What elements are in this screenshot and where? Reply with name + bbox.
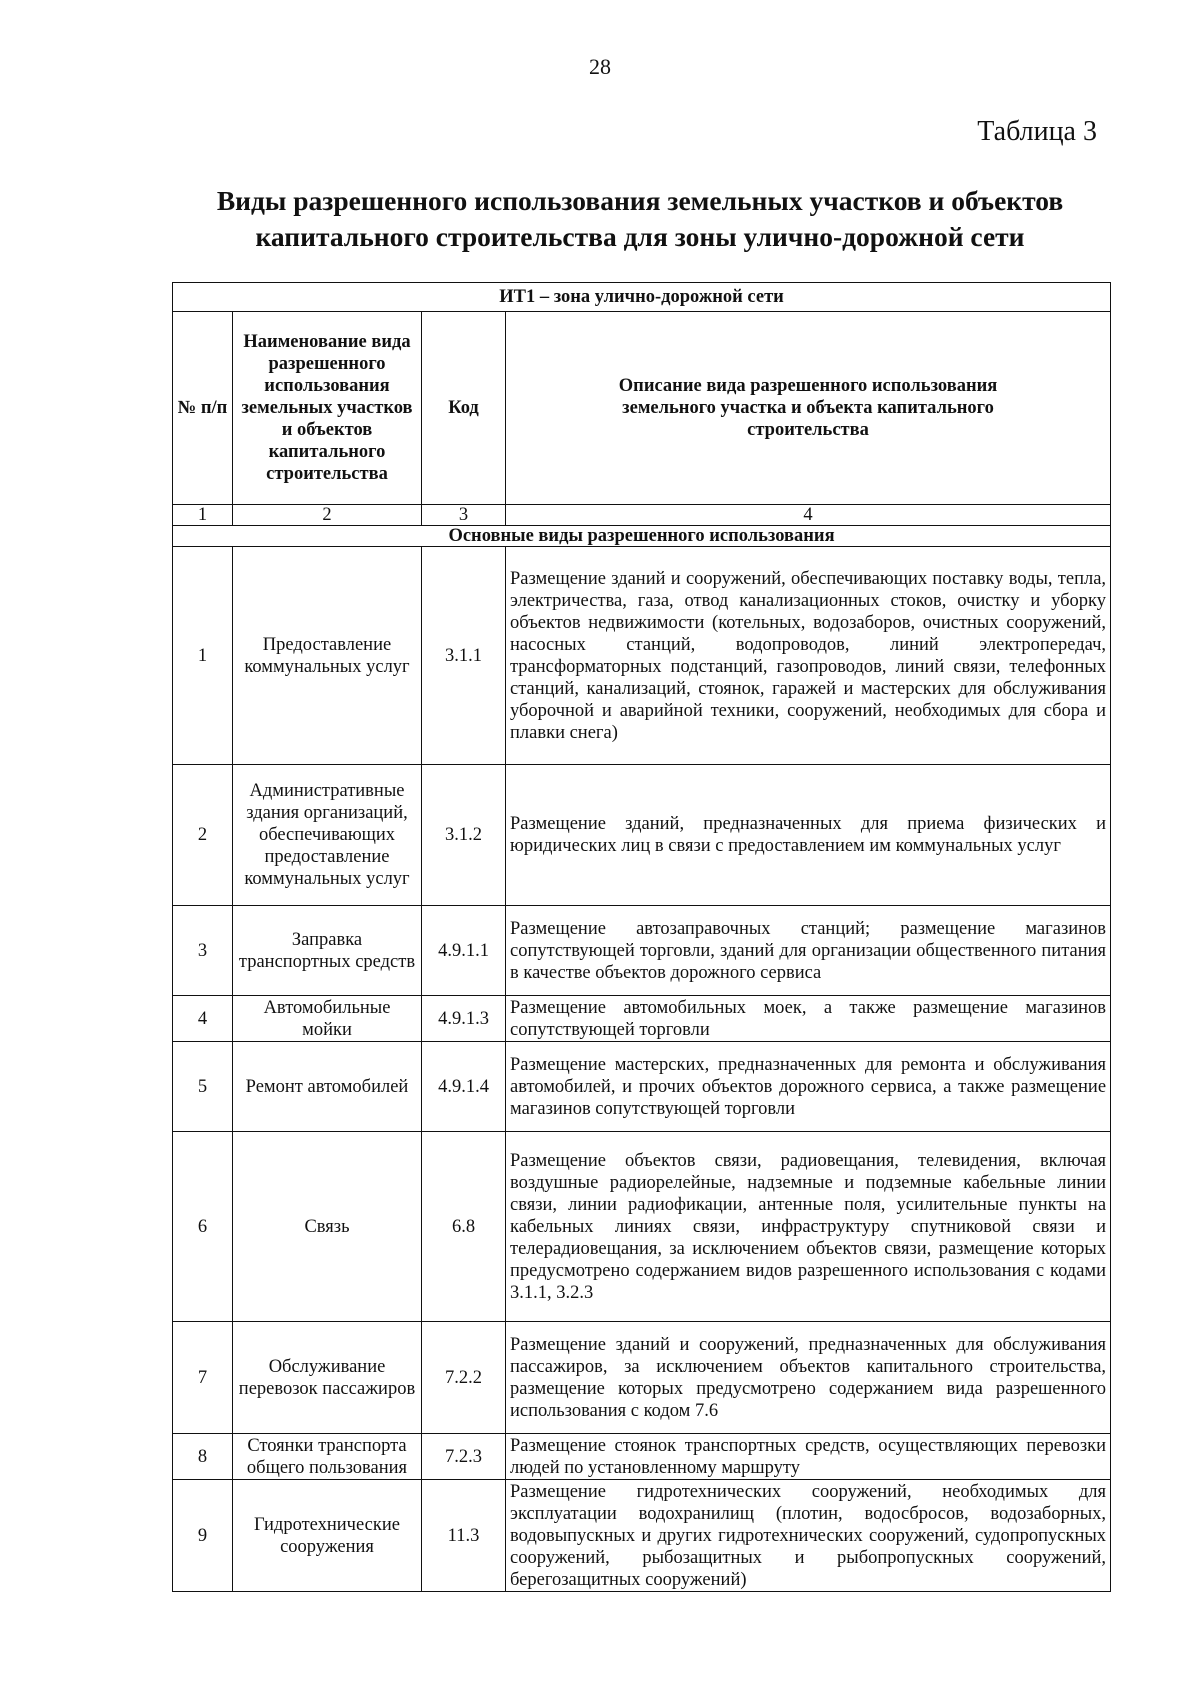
- row-name: Административные здания организаций, обеспечивающих предоставление коммунальных услуг: [233, 765, 422, 906]
- document-title: Виды разрешенного использования земельных участков и объектов капитального строительства для зоны улично-дорожной сети: [216, 185, 1064, 252]
- row-description: Размещение зданий и сооружений, предназначенных для обслуживания пассажиров, за исключением объектов капитального строительства, размещение которых предусмотрено содержанием вида разрешенного использования с кодом 7.6: [506, 1322, 1111, 1434]
- row-code: 4.9.1.1: [422, 906, 506, 996]
- column-number: 3: [422, 505, 506, 526]
- row-num: 8: [173, 1434, 233, 1480]
- row-name: Обслуживание перевозок пассажиров: [233, 1322, 422, 1434]
- row-num: 4: [173, 996, 233, 1042]
- column-numbers-row: [173, 505, 1111, 526]
- page-number: 28: [589, 54, 611, 79]
- row-num: 5: [173, 1042, 233, 1132]
- row-num: 3: [173, 906, 233, 996]
- row-name: Заправка транспортных средств: [233, 906, 422, 996]
- row-code: 7.2.3: [422, 1434, 506, 1480]
- row-num: 7: [173, 1322, 233, 1434]
- table-row: [173, 1042, 1111, 1132]
- row-description: Размещение зданий, предназначенных для приема физических и юридических лиц в связи с предоставлением им коммунальных услуг: [506, 765, 1111, 906]
- table-row: [173, 1132, 1111, 1322]
- row-code: 7.2.2: [422, 1322, 506, 1434]
- land-use-table: [172, 282, 1111, 1592]
- zone-title-row: [173, 283, 1111, 312]
- row-name: Связь: [233, 1132, 422, 1322]
- section-title: Основные виды разрешенного использования: [173, 526, 1111, 547]
- row-description: Размещение стоянок транспортных средств, осуществляющих перевозки людей по установленному маршруту: [506, 1434, 1111, 1480]
- row-num: 1: [173, 547, 233, 765]
- header-row: [173, 312, 1111, 505]
- row-code: 11.3: [422, 1480, 506, 1592]
- table-row: [173, 1434, 1111, 1480]
- row-code: 6.8: [422, 1132, 506, 1322]
- row-name: Стоянки транспорта общего пользования: [233, 1434, 422, 1480]
- row-description: Размещение автомобильных моек, а также размещение магазинов сопутствующей торговли: [506, 996, 1111, 1042]
- table-row: [173, 547, 1111, 765]
- row-code: 4.9.1.4: [422, 1042, 506, 1132]
- header-name: Наименование вида разрешенного использования земельных участков и объектов капитального строительства: [233, 312, 422, 505]
- row-name: Гидротехнические сооружения: [233, 1480, 422, 1592]
- row-code: 3.1.1: [422, 547, 506, 765]
- header-code: Код: [422, 312, 506, 505]
- table-row: [173, 765, 1111, 906]
- row-name: Автомобильные мойки: [233, 996, 422, 1042]
- column-number: 4: [506, 505, 1111, 526]
- row-description: Размещение автозаправочных станций; размещение магазинов сопутствующей торговли, зданий для организации общественного питания в качестве объектов дорожного сервиса: [506, 906, 1111, 996]
- row-name: Предоставление коммунальных услуг: [233, 547, 422, 765]
- table-row: [173, 1322, 1111, 1434]
- row-num: 6: [173, 1132, 233, 1322]
- section-row: [173, 526, 1111, 547]
- table-row: [173, 906, 1111, 996]
- header-description: Описание вида разрешенного использования земельного участка и объекта капитального строительства: [506, 312, 1111, 505]
- row-description: Размещение мастерских, предназначенных для ремонта и обслуживания автомобилей, и прочих объектов дорожного сервиса, а также размещение магазинов сопутствующей торговли: [506, 1042, 1111, 1132]
- row-num: 2: [173, 765, 233, 906]
- table-row: [173, 996, 1111, 1042]
- row-description: Размещение гидротехнических сооружений, необходимых для эксплуатации водохранилищ (плотин, водосбросов, водозаборных, водовыпускных и других гидротехнических сооружений, судопропускных сооружений, рыбозащитных и рыбопропускных сооружений, берегозащитных сооружений): [506, 1480, 1111, 1592]
- row-description: Размещение объектов связи, радиовещания, телевидения, включая воздушные радиорелейные, надземные и подземные кабельные линии связи, линии радиофикации, антенные поля, усилительные пункты на кабельных линиях связи, инфраструктуру спутниковой связи и телерадиовещания, за исключением объектов связи, размещение которых предусмотрено содержанием видов разрешенного использования с кодами 3.1.1, 3.2.3: [506, 1132, 1111, 1322]
- header-num: № п/п: [173, 312, 233, 505]
- zone-title: ИТ1 – зона улично-дорожной сети: [173, 283, 1111, 312]
- column-number: 1: [173, 505, 233, 526]
- row-code: 3.1.2: [422, 765, 506, 906]
- row-name: Ремонт автомобилей: [233, 1042, 422, 1132]
- table-row: [173, 1480, 1111, 1592]
- table-label: Таблица 3: [977, 116, 1097, 147]
- column-number: 2: [233, 505, 422, 526]
- row-description: Размещение зданий и сооружений, обеспечивающих поставку воды, тепла, электричества, газа, отвод канализационных стоков, очистку и уборку объектов недвижимости (котельных, водозаборов, очистных сооружений, насосных станций, водопроводов, линий электропередач, трансформаторных подстанций, газопроводов, линий связи, телефонных станций, канализаций, стоянок, гаражей и мастерских для обслуживания уборочной и аварийной техники, сооружений, необходимых для сбора и плавки снега): [506, 547, 1111, 765]
- row-code: 4.9.1.3: [422, 996, 506, 1042]
- row-num: 9: [173, 1480, 233, 1592]
